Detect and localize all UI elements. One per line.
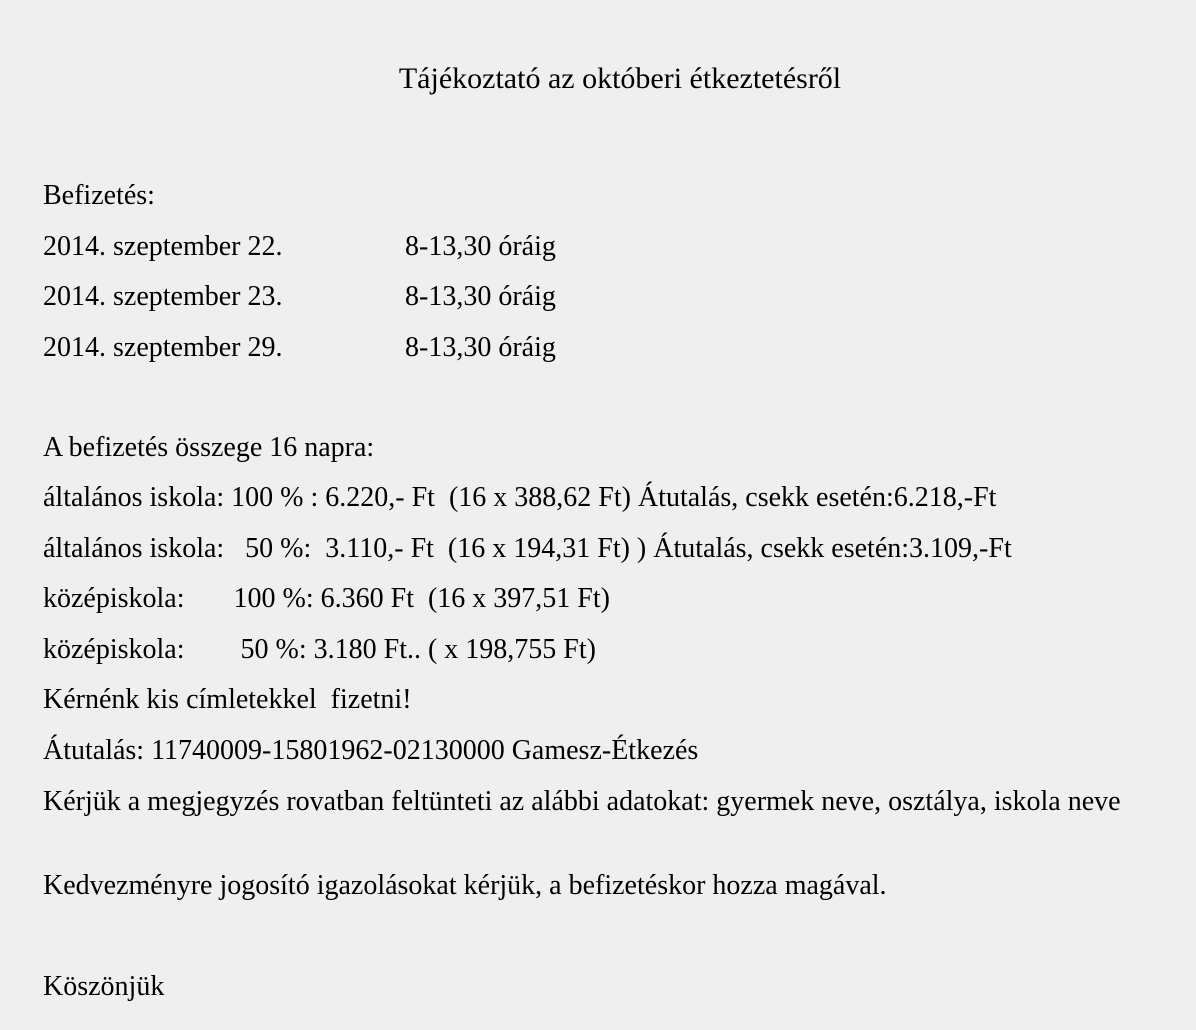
amount-line-1: általános iskola: 100 % : 6.220,- Ft (16 x 388,62 Ft) Átutalás, csekk esetén:6.218,-Ft bbox=[43, 482, 997, 513]
payment-date-1: 2014. szeptember 22. bbox=[43, 231, 283, 262]
payment-hours-1: 8-13,30 óráig bbox=[405, 231, 556, 262]
payment-hours-2: 8-13,30 óráig bbox=[405, 281, 556, 312]
amount-heading: A befizetés összege 16 napra: bbox=[43, 432, 375, 463]
payment-hours-3: 8-13,30 óráig bbox=[405, 332, 556, 363]
document-title: Tájékoztató az októberi étkeztetésről bbox=[398, 62, 842, 95]
payment-date-3: 2014. szeptember 29. bbox=[43, 332, 283, 363]
amount-line-4: középiskola: 50 %: 3.180 Ft.. ( x 198,755 Ft) bbox=[43, 634, 596, 665]
bank-transfer-note: Átutalás: 11740009-15801962-02130000 Gamesz-Étkezés bbox=[43, 735, 699, 766]
amount-line-3: középiskola: 100 %: 6.360 Ft (16 x 397,51 Ft) bbox=[43, 583, 610, 614]
small-bills-note: Kérnénk kis címletekkel fizetni! bbox=[43, 684, 412, 715]
amount-line-2: általános iskola: 50 %: 3.110,- Ft (16 x 194,31 Ft) ) Átutalás, csekk esetén:3.109,-Ft bbox=[43, 533, 1012, 564]
payment-date-2: 2014. szeptember 23. bbox=[43, 281, 283, 312]
payment-heading: Befizetés: bbox=[43, 180, 155, 211]
discount-note: Kedvezményre jogosító igazolásokat kérjük, a befizetéskor hozza magával. bbox=[43, 870, 887, 901]
closing-text: Köszönjük bbox=[43, 971, 165, 1002]
remark-note: Kérjük a megjegyzés rovatban feltünteti az alábbi adatokat: gyermek neve, osztálya, iskola neve bbox=[43, 786, 1121, 817]
